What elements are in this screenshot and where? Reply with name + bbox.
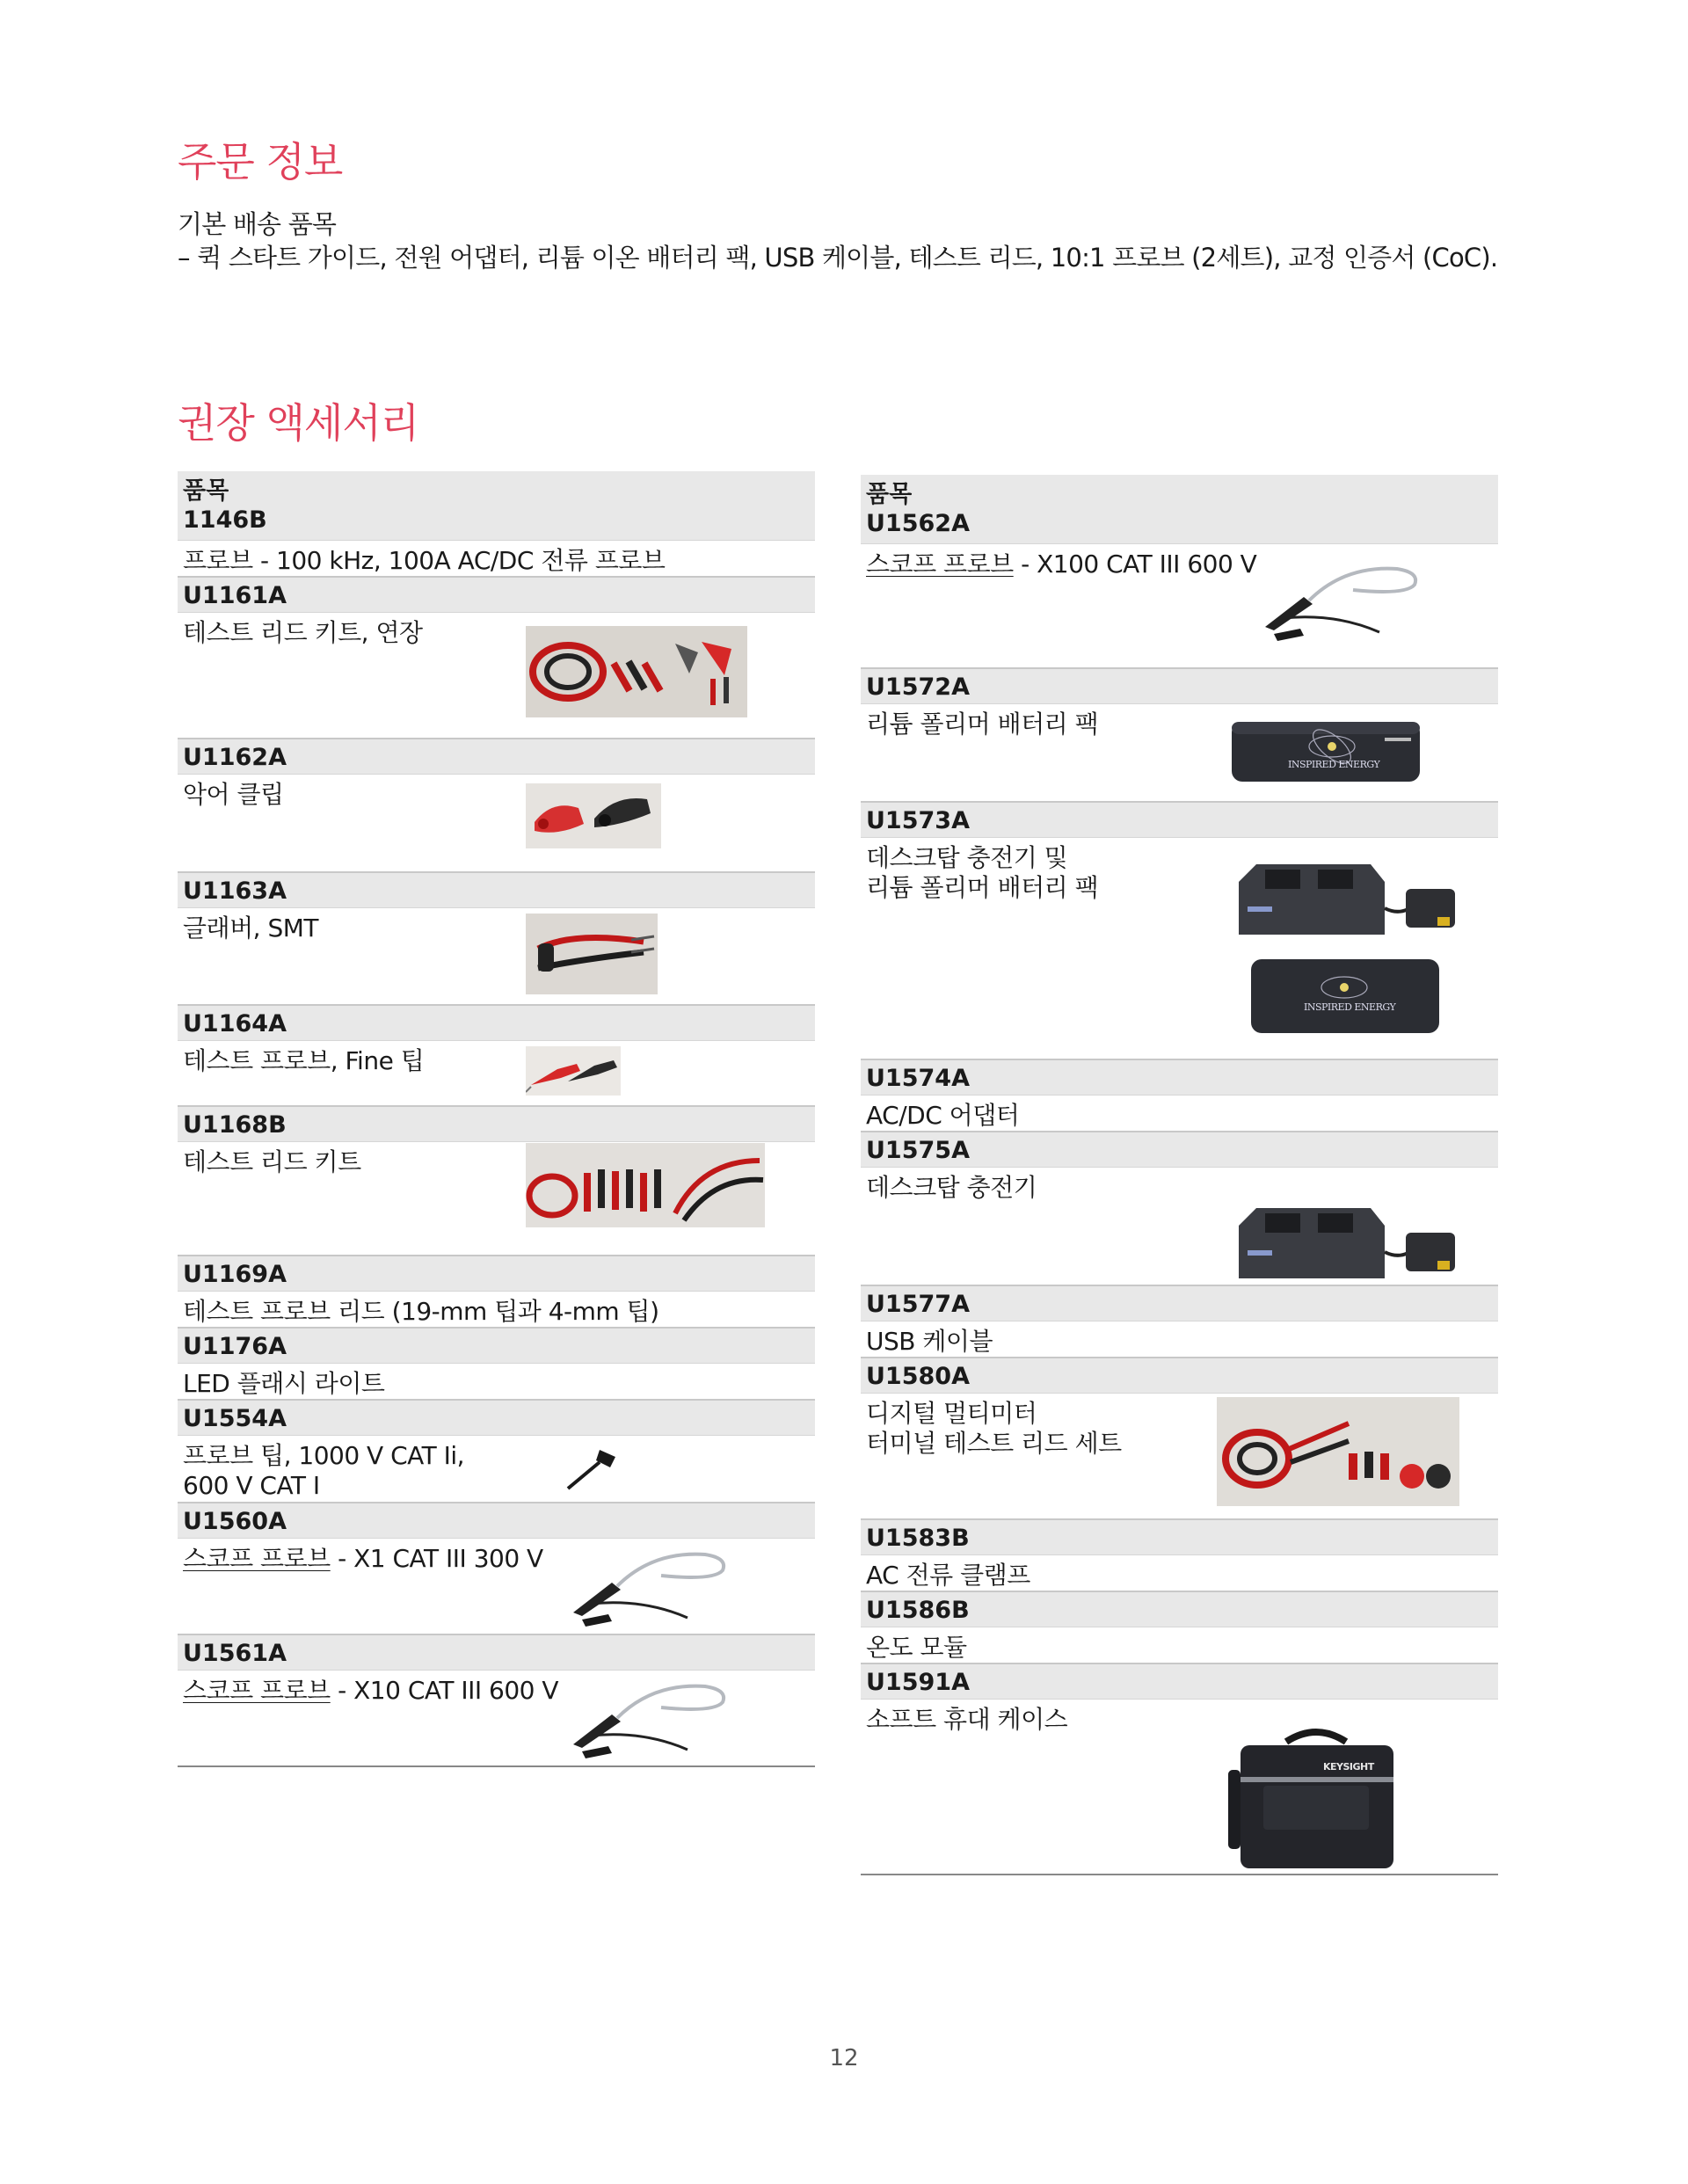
item-desc: 스코프 프로브 - X100 CAT III 600 V [861, 543, 1498, 667]
battery-pack-image [1226, 715, 1425, 789]
table-header [178, 471, 815, 540]
item-code: U1583B [861, 1518, 1498, 1554]
item-code: U1575A [861, 1131, 1498, 1167]
item-desc: 스코프 프로브 - X1 CAT III 300 V [178, 1538, 815, 1634]
case-brand: KEYSIGHT [1323, 1761, 1374, 1773]
smt-grabber-image [526, 914, 658, 994]
charger-and-battery-image [1230, 855, 1460, 1051]
dmm-test-lead-set-image [1217, 1397, 1459, 1506]
item-code: U1162A [178, 738, 815, 774]
item-code: U1176A [178, 1327, 815, 1363]
item-code: U1580A [861, 1357, 1498, 1393]
item-code: U1577A [861, 1285, 1498, 1321]
item-code: U1554A [178, 1399, 815, 1435]
order-info-title: 주문 정보 [178, 138, 343, 186]
battery-brand: INSPIRED ENERGY [1288, 759, 1380, 770]
test-lead-kit-extended-image [526, 626, 747, 717]
battery-brand: INSPIRED ENERGY [1304, 1001, 1396, 1013]
item-code: U1161A [178, 576, 815, 612]
item-code: U1574A [861, 1059, 1498, 1095]
recommended-accessories-title: 권장 액세서리 [178, 399, 419, 447]
item-code: U1572A [861, 667, 1498, 703]
item-desc: 테스트 리드 키트, 연장 [178, 612, 815, 738]
accessory-table-right [861, 475, 1498, 1875]
table-bottom-rule [178, 1765, 815, 1767]
item-desc: 프로브 팁, 1000 V CAT Ii, 600 V CAT I [178, 1435, 815, 1502]
item-desc: 테스트 프로브 리드 (19-mm 팁과 4-mm 팁) [178, 1291, 815, 1327]
item-code: U1168B [178, 1105, 815, 1141]
item-desc: 데스크탑 충전기 [861, 1167, 1498, 1285]
item-desc: 프로브 - 100 kHz, 100A AC/DC 전류 프로브 [178, 540, 815, 576]
basic-shipment-list: – 퀵 스타트 가이드, 전원 어댑터, 리튬 이온 배터리 팩, USB 케이블, 테스트 리드, 10:1 프로브 (2세트), 교정 인증서 (CoC). [178, 243, 1498, 273]
desktop-charger-image [1230, 1199, 1460, 1284]
item-desc: 데스크탑 충전기 및 리튬 폴리머 배터리 팩 INSPIRED ENERGY [861, 837, 1498, 1059]
item-code: U1169A [178, 1255, 815, 1291]
item-code: U1586B [861, 1591, 1498, 1627]
item-code: U1561A [178, 1634, 815, 1670]
header-item-label: 품목 [183, 477, 229, 505]
item-code: U1163A [178, 871, 815, 907]
basic-shipment-label: 기본 배송 품목 [178, 209, 337, 239]
scope-probe-x10-image [564, 1674, 731, 1762]
order-info-text [178, 207, 1497, 274]
fine-tip-probe-image [526, 1046, 621, 1096]
item-desc: USB 케이블 [861, 1321, 1498, 1357]
item-desc: LED 플래시 라이트 [178, 1363, 815, 1399]
item-code: U1164A [178, 1004, 815, 1040]
alligator-clips-image [526, 783, 661, 848]
test-lead-kit-image [526, 1143, 765, 1227]
item-desc: 디지털 멀티미터 터미널 테스트 리드 세트 [861, 1393, 1498, 1518]
page-number: 12 [829, 2045, 859, 2071]
probe-tip-image [564, 1446, 626, 1492]
item-code: 1146B [183, 506, 267, 534]
item-desc: 스코프 프로브 - X10 CAT III 600 V [178, 1670, 815, 1765]
table-header [861, 475, 1498, 543]
item-desc: 리튬 폴리머 배터리 팩 INSPIRED ENERGY [861, 703, 1498, 801]
item-code: U1562A [866, 510, 970, 537]
item-desc: 테스트 리드 키트 [178, 1141, 815, 1255]
item-desc: 테스트 프로브, Fine 팁 [178, 1040, 815, 1105]
soft-carrying-case-image [1228, 1724, 1404, 1875]
item-desc: AC 전류 클램프 [861, 1554, 1498, 1591]
item-code: U1591A [861, 1663, 1498, 1699]
item-desc: 소프트 휴대 케이스 KEYSIGHT [861, 1699, 1498, 1874]
scope-probe-x1-image [564, 1542, 731, 1630]
item-desc: AC/DC 어댑터 [861, 1095, 1498, 1131]
item-code: U1573A [861, 801, 1498, 837]
item-desc: 온도 모듈 [861, 1627, 1498, 1663]
item-desc: 글래버, SMT [178, 907, 815, 1004]
header-item-label: 품목 [866, 481, 913, 508]
accessory-table-left [178, 471, 815, 1767]
item-code: U1560A [178, 1502, 815, 1538]
item-desc: 악어 클립 [178, 774, 815, 871]
scope-probe-x100-image [1256, 557, 1423, 644]
